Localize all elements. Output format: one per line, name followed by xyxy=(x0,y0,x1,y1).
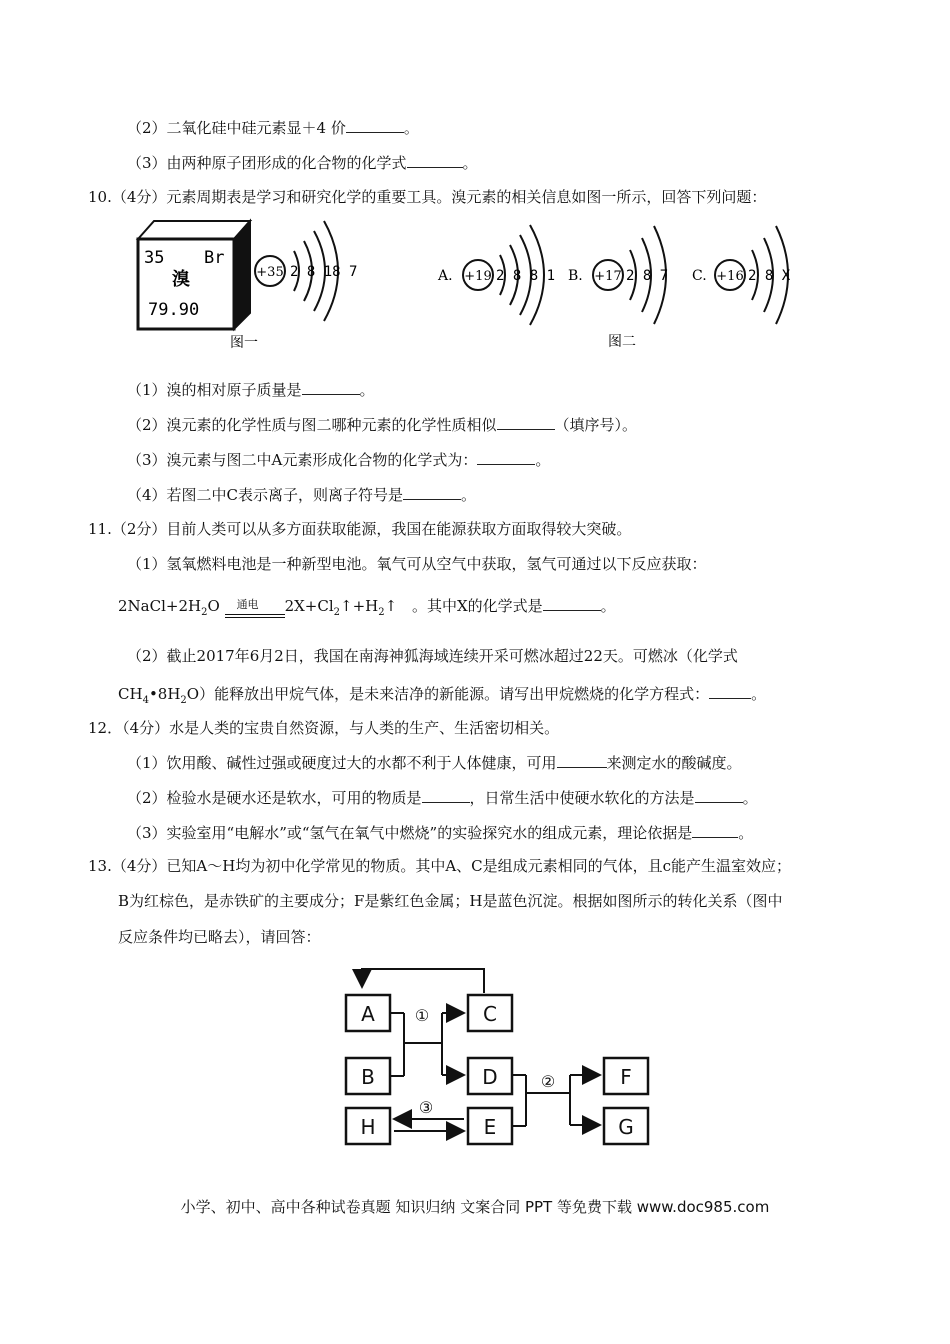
answer-blank[interactable] xyxy=(695,788,743,803)
answer-blank[interactable] xyxy=(557,753,607,768)
nucleus-charge: +35 xyxy=(256,265,284,280)
figure1-caption: 图一 xyxy=(230,335,258,351)
q11-part1: （1）氢氧燃料电池是一种新型电池。氧气可从空气中获取，氢气可通过以下反应获取： xyxy=(127,555,707,573)
q12-part1: （1）饮用酸、碱性过强或硬度过大的水都不利于人体健康，可用 来测定水的酸碱度。 xyxy=(127,754,742,772)
shell-electrons: 2 8 7 xyxy=(626,268,669,284)
q11-part2-line1: （2）截止2017年6月2日，我国在南海神狐海域连续开采可燃冰超过22天。可燃冰（化学式 xyxy=(127,647,738,665)
shell-electrons: 2 8 8 1 xyxy=(496,268,556,284)
bromine-structure-diagram xyxy=(255,221,357,321)
q11-stem: 11.（2分）目前人类可以从多方面获取能源，我国在能源获取方面取得较大突破。 xyxy=(88,520,632,538)
shell-electrons: 2 8 18 7 xyxy=(290,264,358,280)
q13-line1: 13.（4分）已知A～H均为初中化学常见的物质。其中A、C是组成元素相同的气体，且c能产生温室效应； xyxy=(88,857,792,875)
atom-label: C. xyxy=(692,268,707,284)
mark-3: ③ xyxy=(418,1098,434,1117)
q12-stem: 12．（4分）水是人类的宝贵自然资源，与人类的生产、生活密切相关。 xyxy=(88,719,560,737)
element-symbol: Br xyxy=(204,248,225,268)
q9-part2: （2）二氧化硅中硅元素显＋4 价 。 xyxy=(127,119,419,137)
label-c: C xyxy=(483,1002,497,1026)
q10-part1: （1）溴的相对原子质量是 。 xyxy=(127,381,375,399)
label-g: G xyxy=(618,1115,634,1139)
q13-line3: 反应条件均已略去），请回答： xyxy=(118,928,321,946)
atom-b-diagram xyxy=(568,226,668,324)
answer-blank[interactable] xyxy=(497,415,555,430)
q10-part2: （2）溴元素的化学性质与图二哪种元素的化学性质相似 （填序号）。 xyxy=(127,416,638,434)
answer-blank[interactable] xyxy=(407,153,463,168)
reaction-condition: 通电 xyxy=(236,598,259,611)
label-e: E xyxy=(483,1115,497,1139)
periodic-cell-cube xyxy=(138,221,250,329)
label-d: D xyxy=(482,1065,498,1089)
shell-electrons: 2 8 X xyxy=(748,268,791,284)
label-f: F xyxy=(620,1065,632,1089)
q9-part3: （3）由两种原子团形成的化合物的化学式 。 xyxy=(127,154,478,172)
answer-blank[interactable] xyxy=(692,823,738,838)
atom-label: A. xyxy=(438,268,453,284)
answer-blank[interactable] xyxy=(403,485,461,500)
answer-blank[interactable] xyxy=(709,684,751,699)
nucleus-charge: +16 xyxy=(716,269,744,284)
chemical-equation: $2NaCl+2H_2O$ 通电 $2X+Cl_2↑+H_2↑$ 。其中X的化学式是 。 xyxy=(118,596,616,623)
answer-blank[interactable] xyxy=(422,788,470,803)
page-footer: 小学、初中、高中各种试卷真题 知识归纳 文案合同 PPT 等免费下载 www.doc985.com xyxy=(180,1198,770,1216)
atom-a-diagram xyxy=(437,225,555,325)
figure-bromine xyxy=(134,215,404,355)
answer-blank[interactable] xyxy=(543,596,601,611)
label-h: H xyxy=(360,1115,376,1139)
figure2-caption: 图二 xyxy=(608,334,636,350)
q10-part4: （4）若图二中C表示离子，则离子符号是 。 xyxy=(127,486,477,504)
figure-atom-structures xyxy=(434,218,814,353)
nucleus-charge: +19 xyxy=(464,269,492,284)
mark-1: ① xyxy=(414,1006,430,1025)
atom-label: B. xyxy=(568,268,583,284)
q11-part2-line2: $CH_4•8H_2O$）能释放出甲烷气体，是未来洁净的新能源。请写出甲烷燃烧的化学方程式： 。 xyxy=(118,685,767,706)
nucleus-charge: +17 xyxy=(594,269,622,284)
answer-blank[interactable] xyxy=(346,118,404,133)
atomic-number: 35 xyxy=(144,248,165,268)
element-name: 溴 xyxy=(172,269,190,290)
conversion-diagram xyxy=(336,963,664,1155)
answer-blank[interactable] xyxy=(477,450,535,465)
q12-part2: （2）检验水是硬水还是软水，可用的物质是 ，日常生活中使硬水软化的方法是 。 xyxy=(127,789,758,807)
atomic-mass: 79.90 xyxy=(148,300,200,320)
mark-2: ② xyxy=(540,1072,556,1091)
label-a: A xyxy=(361,1002,375,1026)
q12-part3: （3）实验室用“电解水”或“氢气在氧气中燃烧”的实验探究水的组成元素，理论依据是 。 xyxy=(127,824,754,842)
q10-part3: （3）溴元素与图二中A元素形成化合物的化学式为： 。 xyxy=(127,451,551,469)
atom-c-diagram xyxy=(692,226,791,324)
answer-blank[interactable] xyxy=(302,380,360,395)
reaction-arrow xyxy=(225,598,285,623)
q10-stem: 10.（4分）元素周期表是学习和研究化学的重要工具。溴元素的相关信息如图一所示，回答下列问题： xyxy=(88,188,767,206)
q13-line2: B为红棕色，是赤铁矿的主要成分；F是紫红色金属；H是蓝色沉淀。根据如图所示的转化关系（图中 xyxy=(118,892,783,910)
label-b: B xyxy=(361,1065,375,1089)
